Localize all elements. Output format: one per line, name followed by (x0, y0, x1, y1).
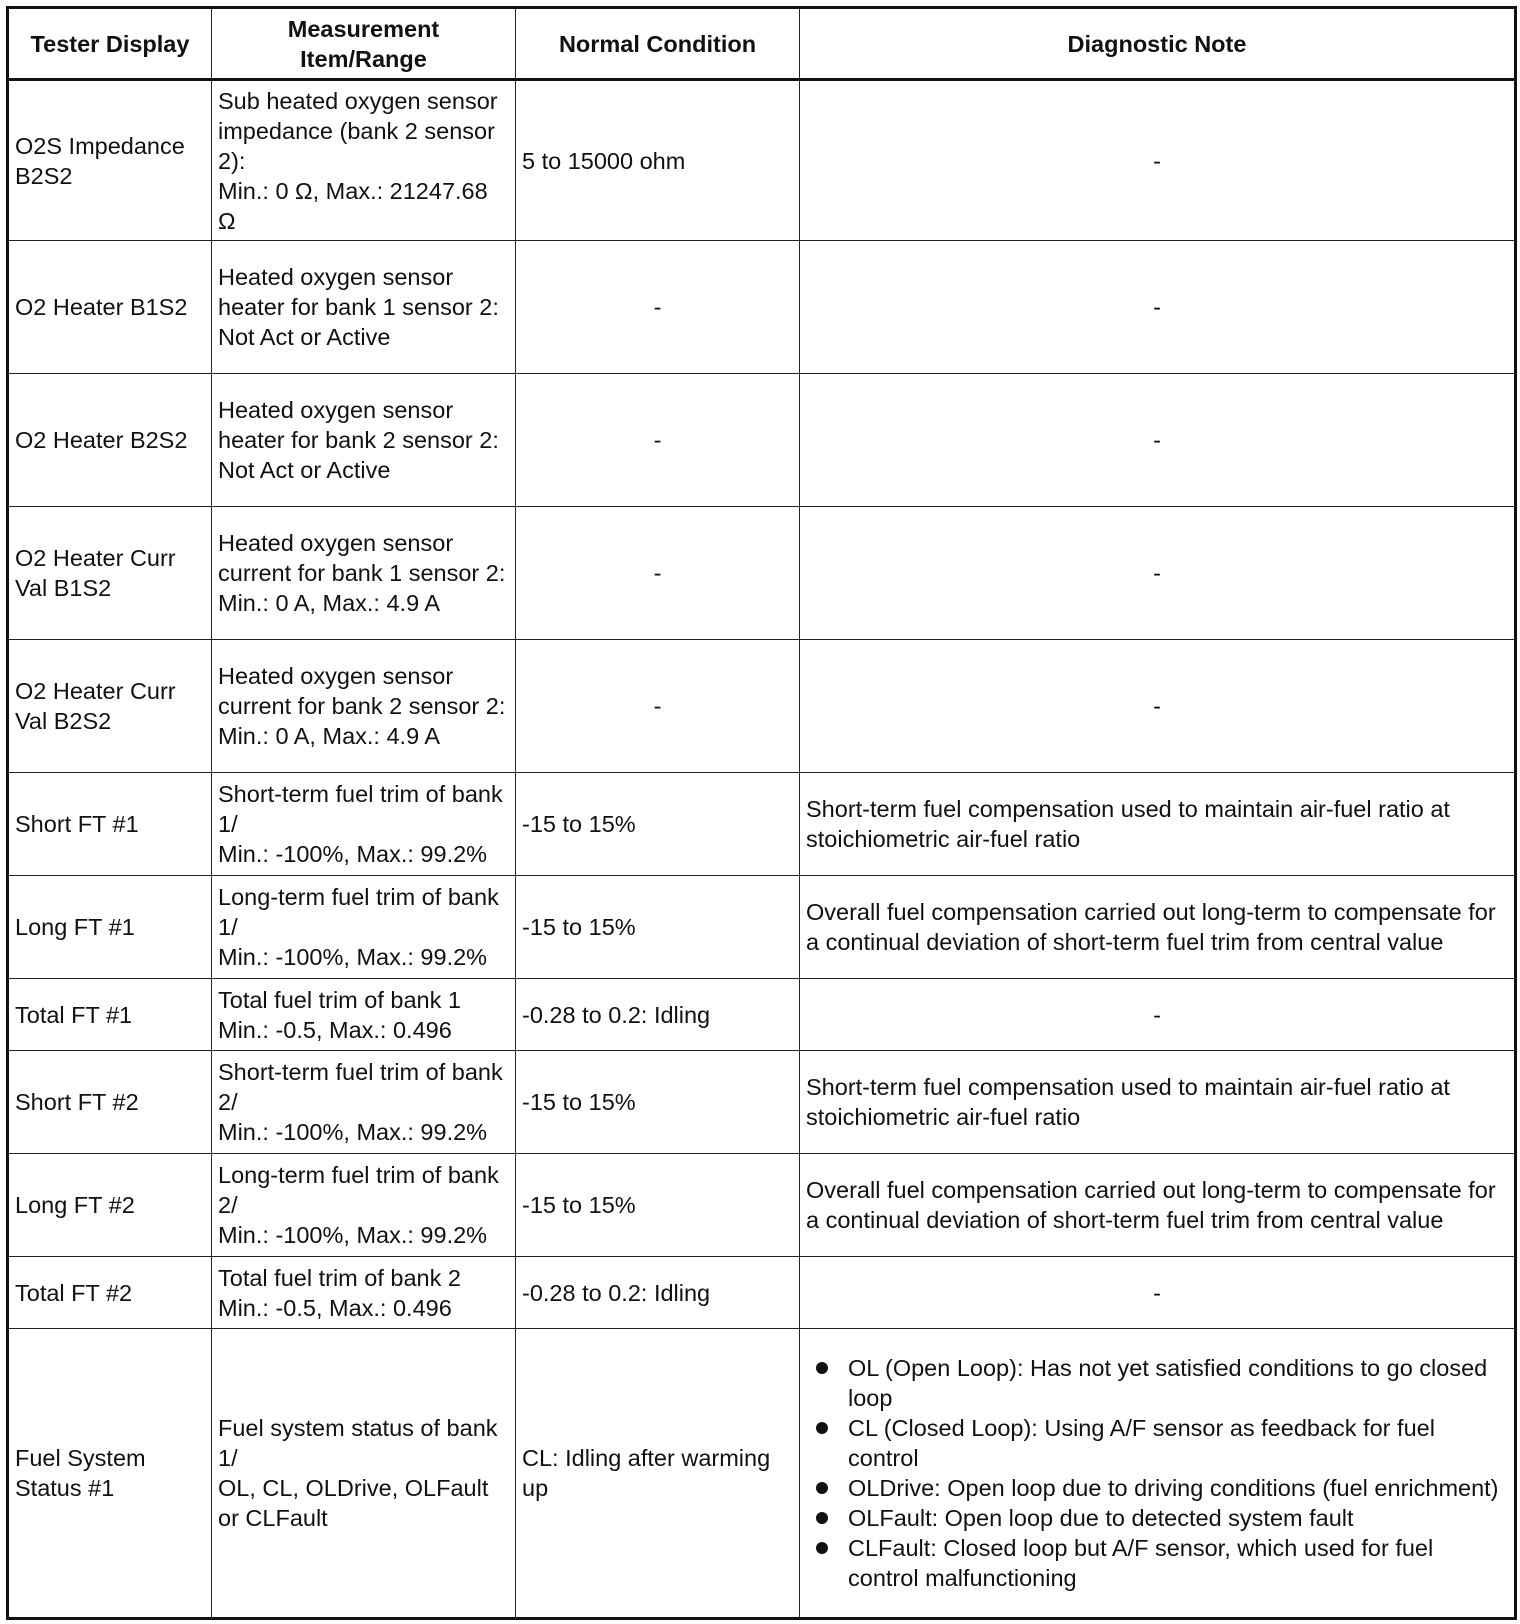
measurement-description: Short-term fuel trim of bank 1/ (218, 781, 503, 837)
diagnostic-note-cell: Overall fuel compensation carried out long-term to compensate for a continual deviation of short-term fuel trim from central value (800, 876, 1516, 979)
table-row (8, 374, 1516, 507)
measurement-cell (212, 1154, 516, 1257)
diagnostic-note-cell: - (800, 640, 1516, 773)
list-item: OL (Open Loop): Has not yet satisfied conditions to go closed loop (848, 1353, 1508, 1413)
table-row (8, 80, 1516, 241)
header-tester-display: Tester Display (8, 8, 212, 80)
diagnostic-note-cell: - (800, 979, 1516, 1051)
table-row (8, 1257, 1516, 1329)
measurement-description: Total fuel trim of bank 2 (218, 1264, 461, 1291)
normal-condition-cell: - (516, 507, 800, 640)
measurement-cell (212, 1257, 516, 1329)
measurement-description: Fuel system status of bank 1/ (218, 1415, 498, 1471)
diagnostic-note-cell: Short-term fuel compensation used to maintain air-fuel ratio at stoichiometric air-fuel ratio (800, 773, 1516, 876)
measurement-description: Long-term fuel trim of bank 1/ (218, 884, 499, 940)
measurement-range: Min.: -100%, Max.: 99.2% (218, 944, 488, 970)
normal-condition-cell: -0.28 to 0.2: Idling (516, 979, 800, 1051)
table-header-row (8, 8, 1516, 80)
normal-condition-cell: -15 to 15% (516, 773, 800, 876)
measurement-cell (212, 640, 516, 773)
diagnostic-note-cell: - (800, 1257, 1516, 1329)
normal-condition-cell: CL: Idling after warming up (516, 1329, 800, 1619)
normal-condition-cell: - (516, 374, 800, 507)
header-measurement-item (212, 8, 516, 80)
tester-display-cell: O2S Impedance B2S2 (8, 80, 212, 241)
header-measurement-line2: Item/Range (300, 45, 427, 72)
normal-condition-cell: - (516, 640, 800, 773)
measurement-cell (212, 1329, 516, 1619)
normal-condition-cell: -15 to 15% (516, 1051, 800, 1154)
list-item: OLDrive: Open loop due to driving conditions (fuel enrichment) (848, 1473, 1508, 1503)
diagnostic-note-cell: Short-term fuel compensation used to maintain air-fuel ratio at stoichiometric air-fuel ratio (800, 1051, 1516, 1154)
measurement-cell (212, 979, 516, 1051)
table-row (8, 640, 1516, 773)
measurement-range: Min.: -100%, Max.: 99.2% (218, 841, 488, 867)
normal-condition-cell: 5 to 15000 ohm (516, 80, 800, 241)
measurement-range: Min.: 0 A, Max.: 4.9 A (218, 723, 441, 749)
measurement-description: Long-term fuel trim of bank 2/ (218, 1162, 499, 1218)
tester-display-cell: Short FT #2 (8, 1051, 212, 1154)
tester-display-cell: Total FT #2 (8, 1257, 212, 1329)
normal-condition-cell: -15 to 15% (516, 876, 800, 979)
table-row (8, 507, 1516, 640)
diagnostic-note-cell: - (800, 507, 1516, 640)
diagnostic-note-cell: - (800, 241, 1516, 374)
measurement-range: Min.: 0 Ω, Max.: 21247.68 Ω (218, 177, 488, 234)
table-row (8, 1051, 1516, 1154)
measurement-range: Not Act or Active (218, 457, 391, 483)
tester-display-cell: O2 Heater B2S2 (8, 374, 212, 507)
header-measurement-line1: Measurement (287, 15, 440, 42)
measurement-range: Min.: -100%, Max.: 99.2% (218, 1222, 488, 1248)
diagnostic-note-cell: Overall fuel compensation carried out long-term to compensate for a continual deviation of short-term fuel trim from central value (800, 1154, 1516, 1257)
list-item: OLFault: Open loop due to detected system fault (848, 1503, 1508, 1533)
table-row (8, 979, 1516, 1051)
table-row (8, 773, 1516, 876)
diagnostic-note-cell: - (800, 374, 1516, 507)
measurement-range: Not Act or Active (218, 324, 391, 350)
measurement-cell (212, 374, 516, 507)
measurement-description: Heated oxygen sensor heater for bank 2 sensor 2: (218, 397, 499, 453)
table-row (8, 241, 1516, 374)
normal-condition-cell: -15 to 15% (516, 1154, 800, 1257)
table-row (8, 876, 1516, 979)
measurement-cell (212, 1051, 516, 1154)
measurement-range: Min.: -100%, Max.: 99.2% (218, 1119, 488, 1145)
status-definition-list (806, 1353, 1508, 1593)
header-normal-condition: Normal Condition (516, 8, 800, 80)
normal-condition-cell: -0.28 to 0.2: Idling (516, 1257, 800, 1329)
measurement-description: Total fuel trim of bank 1 (218, 986, 461, 1013)
tester-display-cell: Long FT #1 (8, 876, 212, 979)
measurement-range: Min.: 0 A, Max.: 4.9 A (218, 590, 441, 616)
tester-display-cell: Fuel System Status #1 (8, 1329, 212, 1619)
tester-display-cell: O2 Heater Curr Val B1S2 (8, 507, 212, 640)
measurement-range: OL, CL, OLDrive, OLFault or CLFault (218, 1475, 489, 1531)
measurement-description: Sub heated oxygen sensor impedance (bank 2 sensor 2): (218, 87, 498, 174)
data-list-table (6, 6, 1517, 1620)
table-row (8, 1154, 1516, 1257)
measurement-description: Short-term fuel trim of bank 2/ (218, 1059, 503, 1115)
list-item: CLFault: Closed loop but A/F sensor, which used for fuel control malfunctioning (848, 1533, 1508, 1593)
list-item: CL (Closed Loop): Using A/F sensor as feedback for fuel control (848, 1413, 1508, 1473)
diagnostic-note-cell (800, 1329, 1516, 1619)
tester-display-cell: Total FT #1 (8, 979, 212, 1051)
measurement-cell (212, 241, 516, 374)
measurement-description: Heated oxygen sensor heater for bank 1 sensor 2: (218, 264, 499, 320)
measurement-range: Min.: -0.5, Max.: 0.496 (218, 1016, 452, 1043)
header-diagnostic-note: Diagnostic Note (800, 8, 1516, 80)
tester-display-cell: O2 Heater B1S2 (8, 241, 212, 374)
tester-display-cell: Short FT #1 (8, 773, 212, 876)
document-page (6, 6, 1517, 1620)
normal-condition-cell: - (516, 241, 800, 374)
measurement-cell (212, 80, 516, 241)
measurement-cell (212, 773, 516, 876)
tester-display-cell: Long FT #2 (8, 1154, 212, 1257)
measurement-cell (212, 507, 516, 640)
measurement-description: Heated oxygen sensor current for bank 2 sensor 2: (218, 663, 506, 719)
measurement-range: Min.: -0.5, Max.: 0.496 (218, 1294, 452, 1321)
table-row (8, 1329, 1516, 1619)
measurement-description: Heated oxygen sensor current for bank 1 sensor 2: (218, 530, 506, 586)
measurement-cell (212, 876, 516, 979)
tester-display-cell: O2 Heater Curr Val B2S2 (8, 640, 212, 773)
diagnostic-note-cell: - (800, 80, 1516, 241)
